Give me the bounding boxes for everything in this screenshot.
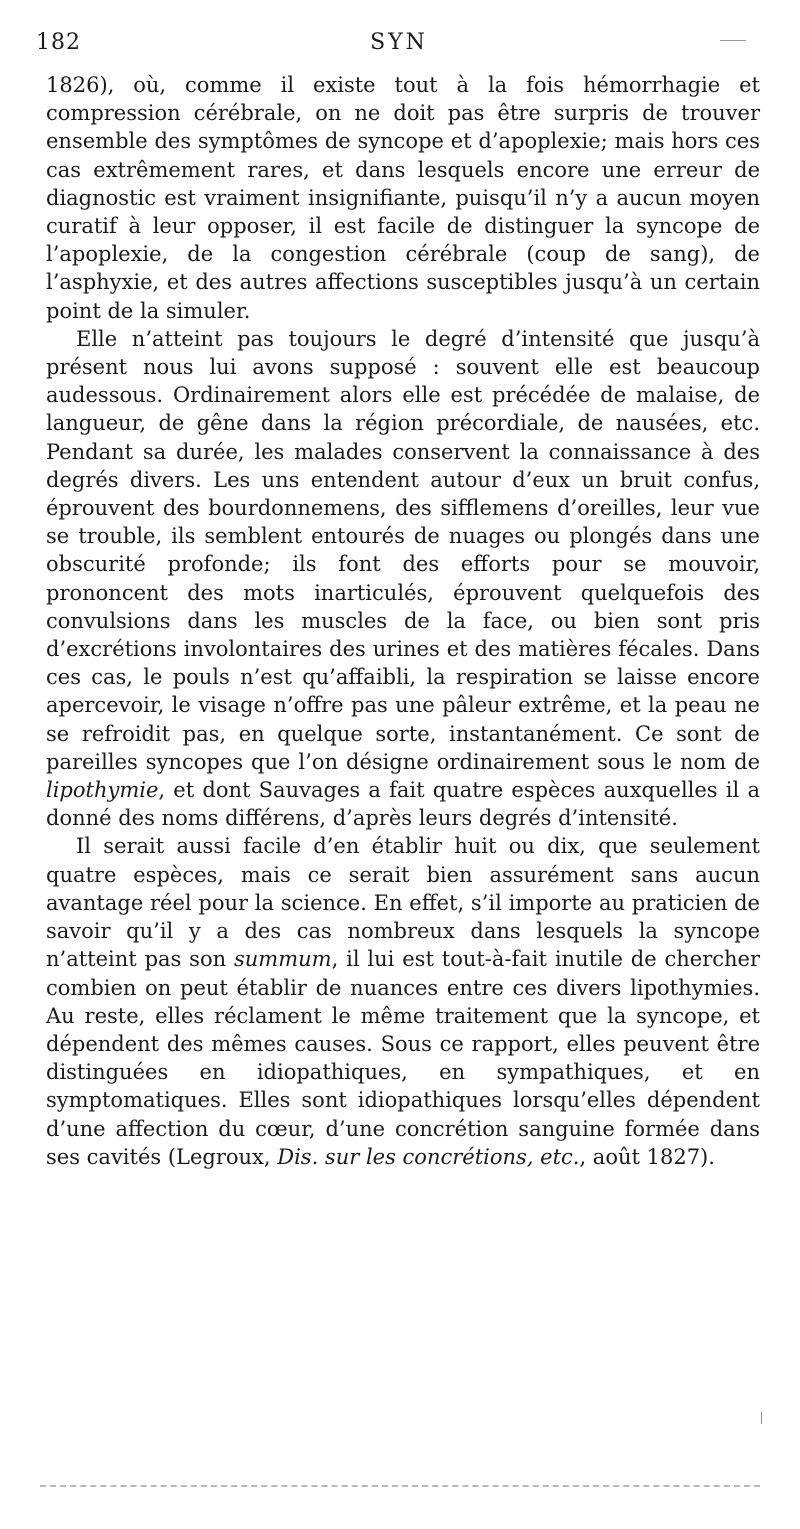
page-number: 182 xyxy=(36,30,81,55)
text-segment: Elle n’atteint pas toujours le degré d’intensité que jusqu’à présent nous lui avons supposé : souvent elle est beaucoup audessous. Ordinairement alors elle est précédée de malaise, de langueur, de gêne dans la région précordiale, de nausées, etc. Pendant sa durée, les malades conservent la connaissance à des degrés divers. Les uns entendent autour d’eux un bruit confus, éprouvent des bourdonnemens, des sifflemens d’oreilles, leur vue se trouble, ils semblent entourés de nuages ou plongés dans une obscurité profonde; ils font des efforts pour se mouvoir, prononcent des mots inarticulés, éprouvent quelquefois des convulsions dans les muscles de la face, ou bien sont pris d’excrétions involontaires des urines et des matières fécales. Dans ces cas, le pouls n’est qu’affaibli, la respiration se laisse encore apercevoir, le visage n’offre pas une pâleur extrême, et la peau ne se refroidit pas, en quelque sorte, instantanément. Ce sont de pareilles syncopes que l’on désigne ordinairement sous le nom de xyxy=(46,326,760,774)
running-head xyxy=(36,30,762,64)
italic-term: lipothymie xyxy=(46,778,159,803)
text-segment: 1826), où, comme il existe tout à la fois hémorrhagie et compression cérébrale, on ne doit pas être surpris de trouver ensemble des symptômes de syncope et d’apoplexie; mais hors ces cas extrêmement rares, et dans lesquels encore une erreur de diagnostic est vraiment insignifiante, puisqu’il n’y a aucun moyen curatif à leur opposer, il est facile de distinguer la syncope de l’apoplexie, de la congestion cérébrale (coup de sang), de l’asphyxie, et des autres affections susceptibles jusqu’à un certain point de la simuler. xyxy=(46,73,760,323)
text-segment: , août 1827). xyxy=(579,1144,715,1169)
running-head-title: SYN xyxy=(370,30,428,55)
margin-mark xyxy=(761,1412,762,1424)
text-segment: , il lui est tout-à-fait inutile de chercher combien on peut établir de nuances entre ces divers lipothymies. Au reste, elles réclament le même traitement que la syncope, et dépendent des mêmes causes. Sous ce rapport, elles peuvent être distinguées en idiopathiques, en sympathiques, et en symptomatiques. Elles sont idiopathiques lorsqu’elles dépendent d’une affection du cœur, d’une concrétion sanguine formée dans ses cavités (Legroux, xyxy=(46,947,760,1169)
paragraph-especes xyxy=(46,832,760,1170)
italic-citation: Dis. sur les concrétions, etc. xyxy=(277,1144,580,1169)
text-segment: , et dont Sauvages a fait quatre espèces auxquelles il a donné des noms différens, d’après leurs degrés d’intensité. xyxy=(46,778,760,831)
header-rule-mark xyxy=(720,40,746,41)
paragraph-lipothymie xyxy=(46,325,760,833)
body-text xyxy=(46,71,760,1171)
text-segment: Il serait aussi facile d’en établir huit ou dix, que seulement quatre espèces, mais ce serait bien assurément sans aucun avantage réel pour la science. En effet, s’il importe au praticien de savoir qu’il y a des cas nombreux dans lesquels la syncope n’atteint pas son xyxy=(46,834,760,972)
paragraph-continuation xyxy=(46,71,760,325)
italic-term: summum xyxy=(234,947,332,972)
bottom-bleed-line xyxy=(40,1485,760,1487)
